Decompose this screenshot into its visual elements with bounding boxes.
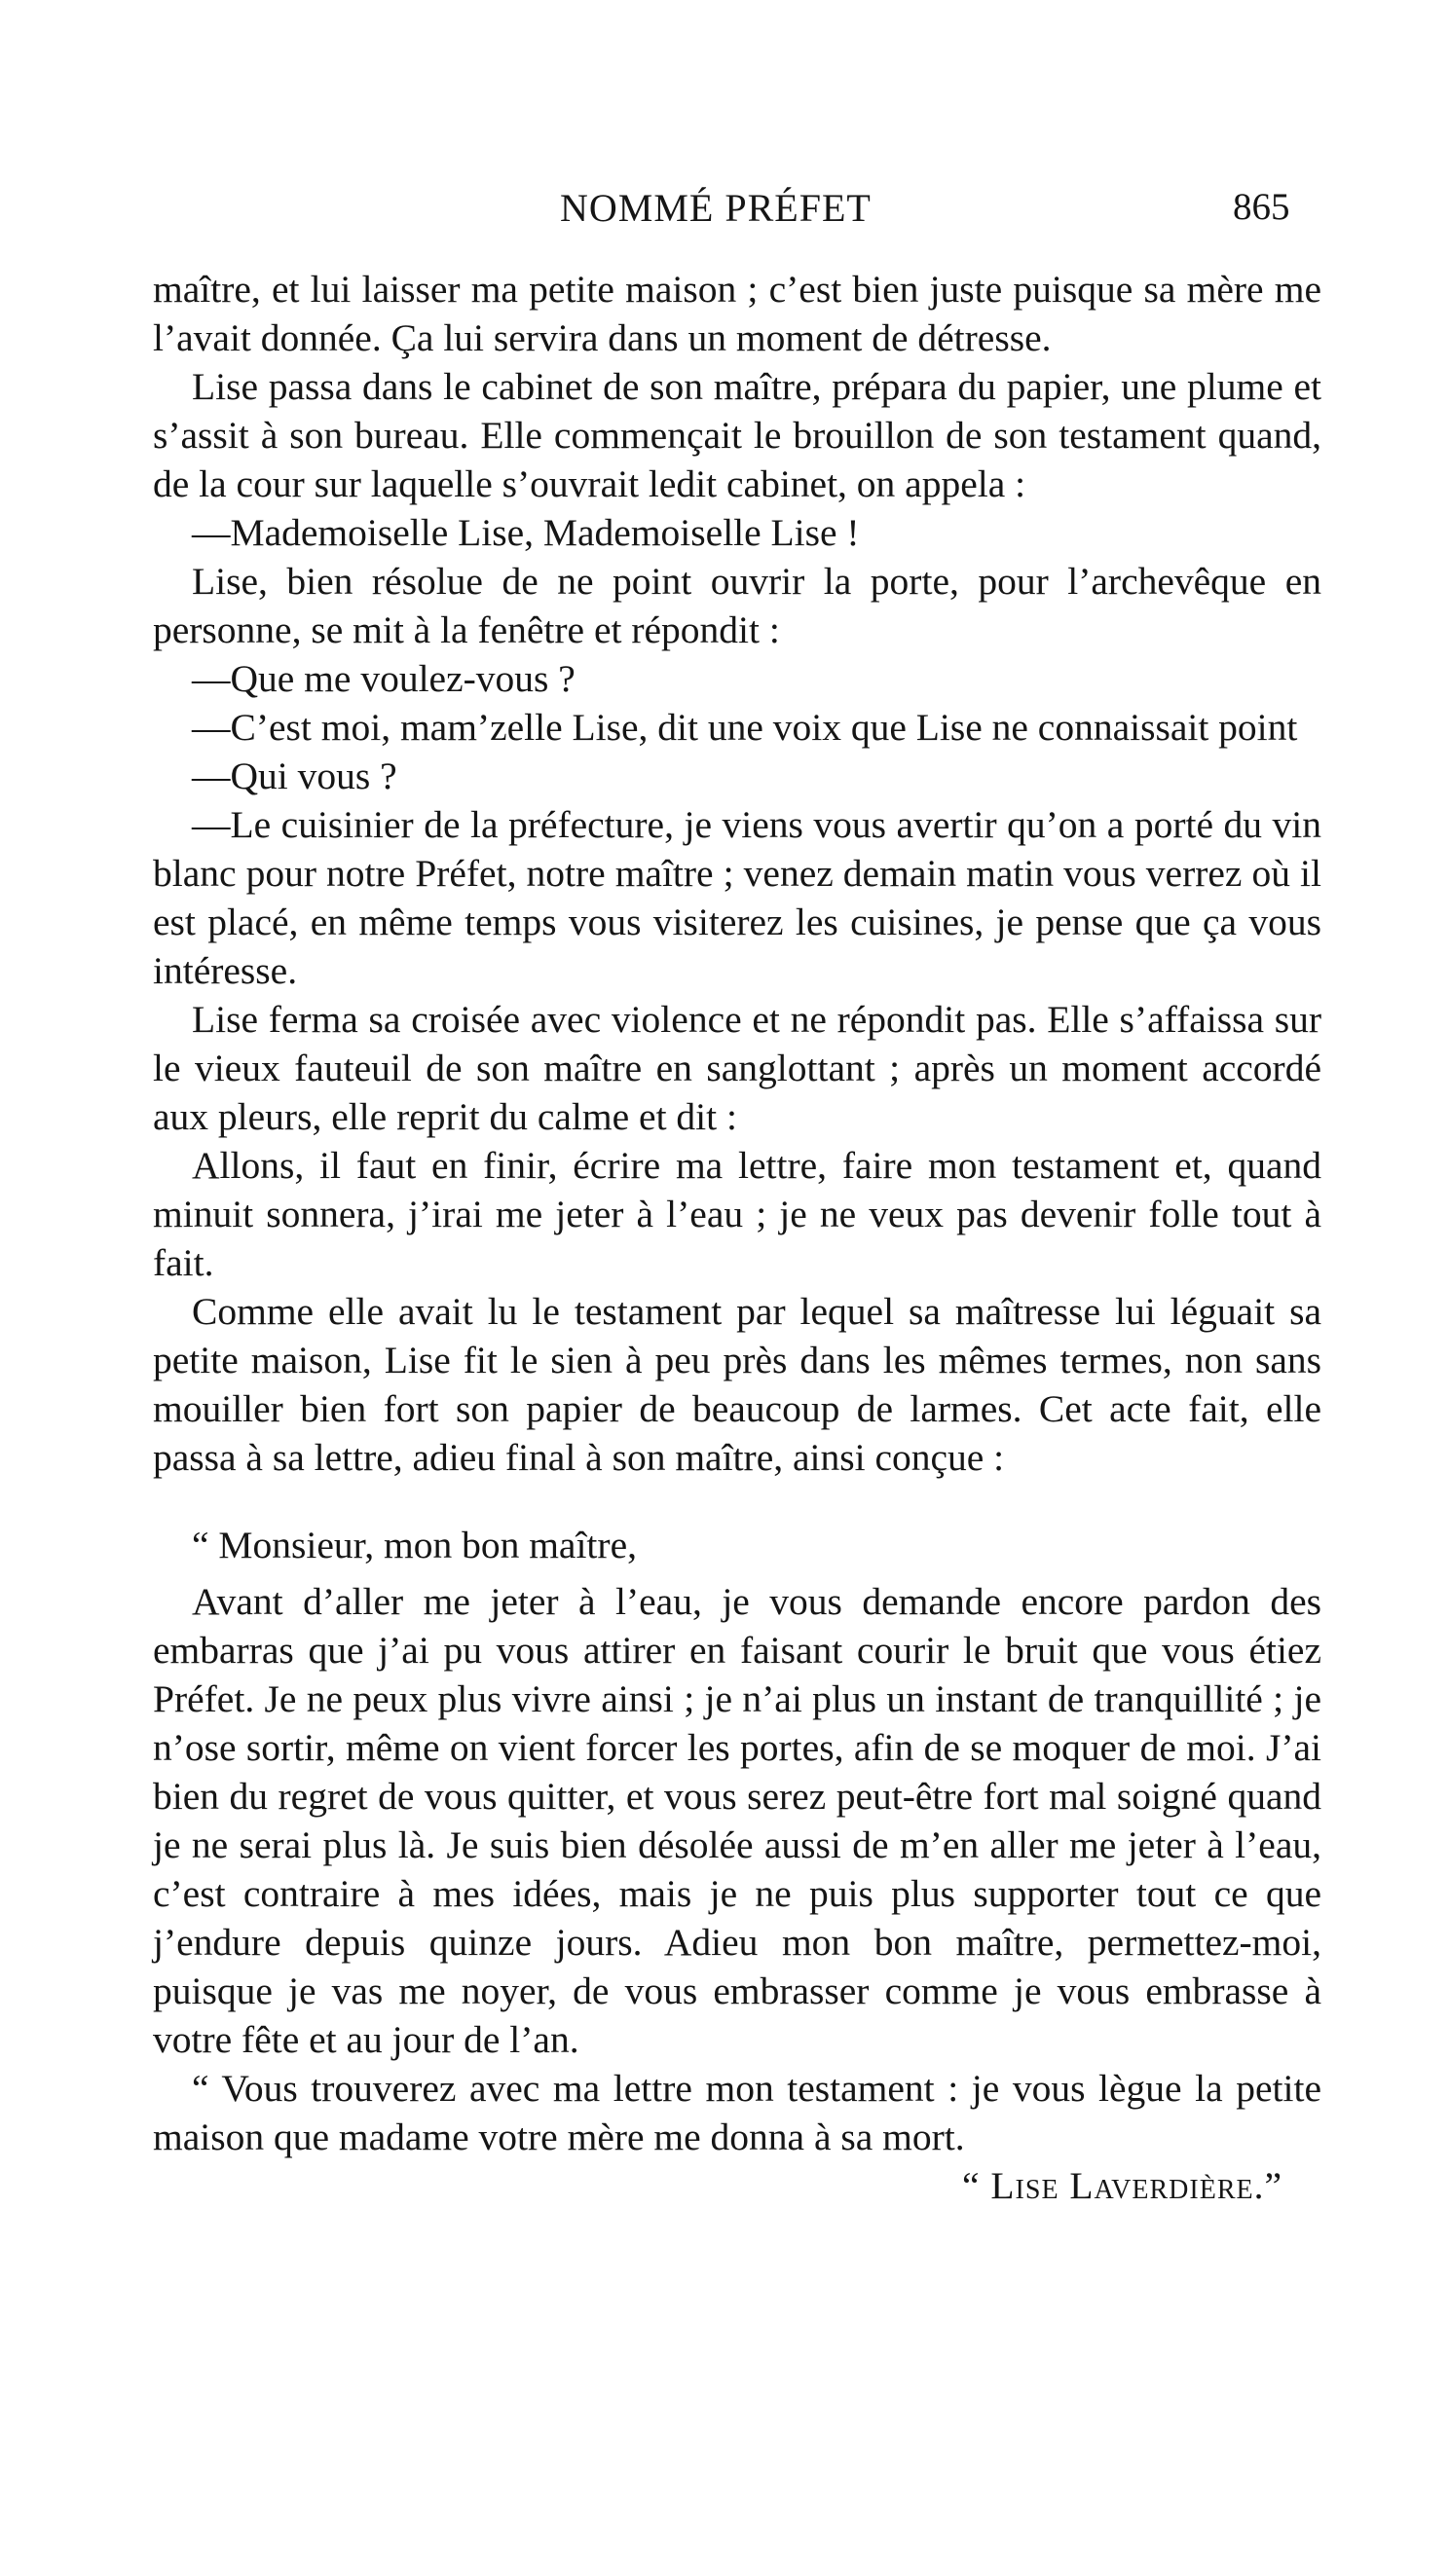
running-title: NOMMÉ PRÉFET <box>560 186 872 230</box>
letter <box>153 1521 1321 2210</box>
page-header <box>0 185 1449 243</box>
letter-paragraph: “ Vous trouverez avec ma lettre mon testament : je vous lègue la petite maison que madame votre mère me donna à sa mort. <box>153 2067 1321 2158</box>
paragraph: Lise passa dans le cabinet de son maître, prépara du papier, une plume et s’assit à son bureau. Elle commençait le brouillon de son testament quand, de la cour sur laquelle s’ouvrait ledit cabinet, on appela : <box>153 365 1321 505</box>
paragraph: Comme elle avait lu le testament par lequel sa maîtresse lui léguait sa petite maison, Lise fit le sien à peu près dans les mêmes termes, non sans mouiller bien fort son papier de beaucoup de larmes. Cet acte fait, elle passa à sa lettre, adieu final à son maître, ainsi conçue : <box>153 1290 1321 1479</box>
paragraph: Lise ferma sa croisée avec violence et ne répondit pas. Elle s’affaissa sur le vieux fauteuil de son maître en sanglottant ; après un moment accordé aux pleurs, elle reprit du calme et dit : <box>153 998 1321 1138</box>
paragraph: Lise, bien résolue de ne point ouvrir la porte, pour l’archevêque en personne, se mit à la fenêtre et répondit : <box>153 560 1321 651</box>
letter-signature: “ Lise Laverdière.” <box>962 2164 1282 2207</box>
dialogue-line: —C’est moi, mam’zelle Lise, dit une voix que Lise ne connaissait point <box>192 706 1298 749</box>
paragraph: Allons, il faut en finir, écrire ma lettre, faire mon testament et, quand minuit sonnera, j’irai me jeter à l’eau ; je ne veux pas devenir folle tout à fait. <box>153 1144 1321 1284</box>
letter-salutation: “ Monsieur, mon bon maître, <box>192 1524 637 1566</box>
dialogue-line: —Qui vous ? <box>192 754 397 797</box>
page-number: 865 <box>1233 186 1290 228</box>
paragraph: maître, et lui laisser ma petite maison ; c’est bien juste puisque sa mère me l’avait donnée. Ça lui servira dans un moment de détresse. <box>153 268 1321 359</box>
dialogue-line: —Le cuisinier de la préfecture, je viens vous avertir qu’on a porté du vin blanc pour notre Préfet, notre maître ; venez demain matin vous verrez où il est placé, en même temps vous visiterez les cuisines, je pense que ça vous intéresse. <box>153 803 1321 992</box>
dialogue-line: —Mademoiselle Lise, Mademoiselle Lise ! <box>192 511 860 554</box>
page-body <box>153 265 1321 2210</box>
dialogue-line: —Que me voulez-vous ? <box>192 657 576 700</box>
letter-paragraph: Avant d’aller me jeter à l’eau, je vous demande encore pardon des embarras que j’ai pu vous attirer en faisant courir le bruit que vous étiez Préfet. Je ne peux plus vivre ainsi ; je n’ai plus un instant de tranquillité ; je n’ose sortir, même on vient forcer les portes, afin de se moquer de moi. J’ai bien du regret de vous quitter, et vous serez peut-être fort mal soigné quand je ne serai plus là. Je suis bien désolée aussi de m’en aller me jeter à l’eau, c’est contraire à mes idées, mais je ne puis plus supporter tout ce que j’endure depuis quinze jours. Adieu mon bon maître, permettez-moi, puisque je vas me noyer, de vous embrasser comme je vous embrasse à votre fête et au jour de l’an. <box>153 1580 1321 2061</box>
